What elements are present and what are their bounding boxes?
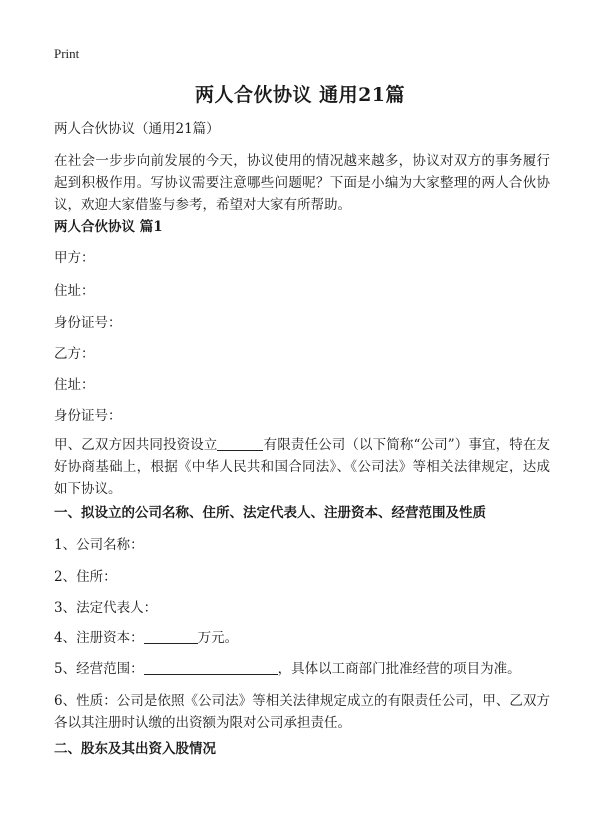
id-b-label: 身份证号： (54, 408, 122, 424)
id-a-label: 身份证号： (54, 315, 122, 331)
item5-text-pre: 5、经营范围： (54, 661, 144, 677)
address-a-label: 住址： (54, 283, 95, 299)
scope-blank (144, 660, 278, 675)
agreement-text-pre: 甲、乙双方因共同投资设立 (54, 437, 218, 453)
party-a-label: 甲方： (54, 250, 95, 266)
agreement-paragraph (54, 434, 550, 500)
party-b-label: 乙方： (54, 346, 95, 362)
print-link[interactable]: Print (54, 46, 80, 61)
document-title: 两人合伙协议 通用21篇 (194, 84, 406, 106)
section-heading-one: 一、拟设立的公司名称、住所、法定代表人、注册资本、经营范围及性质 (54, 505, 486, 521)
item4-text-pre: 4、注册资本： (54, 630, 144, 646)
item-nature: 6、性质：公司是依照《公司法》等相关法律规定成立的有限责任公司，甲、乙双方各以其注册时认缴的出资额为限对公司承担责任。 (54, 693, 550, 731)
capital-blank (144, 629, 198, 644)
item-business-scope (54, 658, 550, 680)
item-address: 2、住所： (54, 569, 117, 585)
address-b-label: 住址： (54, 377, 95, 393)
item4-text-post: 万元。 (197, 630, 239, 646)
section-heading-two: 二、股东及其出资入股情况 (54, 741, 216, 757)
agreement-text-post: 有限责任公司（以下简称“公司”）事宜，特在友好协商基础上，根据《中华人民共和国合同法》、《公司法》等相关法律规定，达成如下协议。 (54, 437, 550, 497)
intro-paragraph: 在社会一步步向前发展的今天，协议使用的情况越来越多，协议对双方的事务履行起到积极作用。写协议需要注意哪些问题呢？下面是小编为大家整理的两人合伙协议，欢迎大家借鉴与参考，希望对大家有所帮助。 (54, 153, 550, 213)
document-subtitle: 两人合伙协议（通用21篇） (54, 121, 220, 137)
item-registered-capital (54, 627, 550, 649)
item-company-name: 1、公司名称： (54, 537, 144, 553)
company-name-blank (217, 436, 263, 451)
item-legal-rep: 3、法定代表人： (54, 600, 158, 616)
item5-text-post: ，具体以工商部门批准经营的项目为准。 (277, 661, 521, 677)
section-heading-1: 两人合伙协议 篇1 (54, 219, 163, 235)
